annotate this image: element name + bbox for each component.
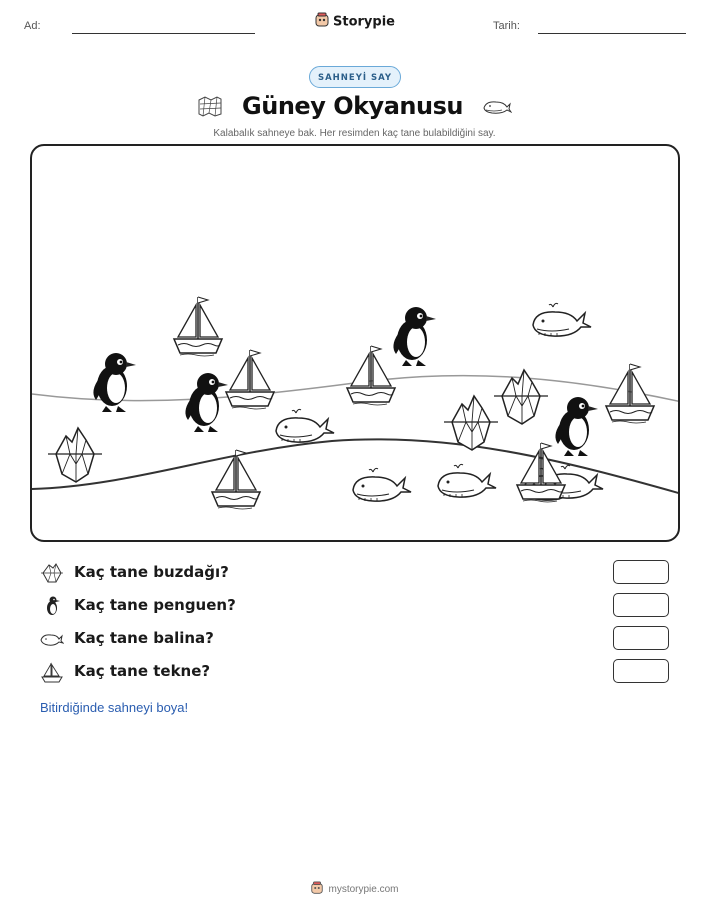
date-label: Tarih:	[493, 20, 520, 32]
scene-iceberg	[48, 424, 102, 484]
question-text: Kaç tane balina?	[74, 629, 214, 647]
scene-penguin	[90, 350, 138, 414]
scene-iceberg	[444, 392, 498, 452]
coloring-note: Bitirdiğinde sahneyi boya!	[40, 700, 189, 715]
date-line[interactable]	[538, 33, 686, 34]
whale-title-icon	[482, 96, 512, 116]
boat-icon	[40, 661, 64, 683]
question-penguin	[40, 593, 672, 619]
question-iceberg	[40, 560, 672, 586]
instructions: Kalabalık sahneye bak. Her resimden kaç tane bulabildiğini say.	[213, 128, 496, 139]
answer-box[interactable]	[613, 626, 669, 650]
scene-boat	[343, 342, 399, 408]
name-label: Ad:	[24, 20, 41, 32]
name-line[interactable]	[72, 33, 255, 34]
storypie-mascot-icon	[314, 12, 330, 32]
activity-badge: SAHNEYİ SAY	[309, 66, 401, 88]
answer-box[interactable]	[613, 659, 669, 683]
scene-boat	[222, 346, 278, 412]
brand-name: Storypie	[333, 14, 395, 30]
answer-box[interactable]	[613, 593, 669, 617]
penguin-icon	[40, 595, 64, 617]
question-whale	[40, 626, 672, 652]
scene-boat	[208, 446, 264, 512]
counting-scene	[30, 144, 680, 542]
scene-iceberg	[494, 366, 548, 426]
whale-icon	[40, 628, 64, 650]
question-text: Kaç tane buzdağı?	[74, 563, 229, 581]
scene-boat	[513, 439, 569, 505]
scene-boat	[602, 360, 658, 426]
page-title: Güney Okyanusu	[242, 92, 463, 120]
question-text: Kaç tane tekne?	[74, 662, 211, 680]
scene-whale	[529, 299, 595, 341]
brand-logo	[0, 12, 709, 32]
footer	[0, 881, 709, 898]
question-text: Kaç tane penguen?	[74, 596, 236, 614]
storypie-mascot-icon	[310, 881, 324, 898]
map-icon	[197, 95, 223, 117]
scene-whale	[349, 464, 415, 506]
question-boat	[40, 659, 672, 685]
scene-whale	[434, 460, 500, 502]
scene-whale	[272, 405, 338, 447]
title-row	[0, 92, 709, 120]
iceberg-icon	[40, 562, 64, 584]
answer-box[interactable]	[613, 560, 669, 584]
footer-url: mystorypie.com	[328, 884, 399, 896]
scene-boat	[170, 293, 226, 359]
